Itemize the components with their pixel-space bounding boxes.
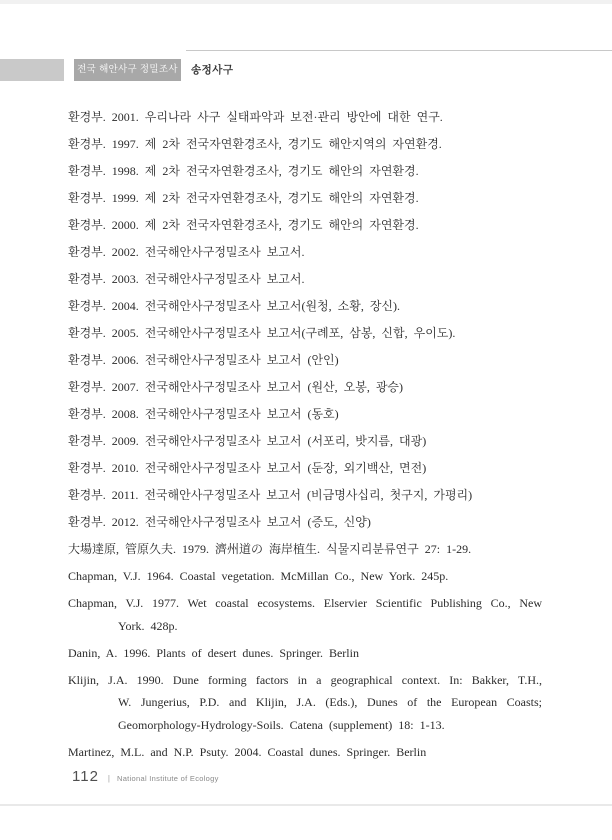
footer-separator: | — [107, 774, 110, 783]
reference-line: 大場達原, 管原久夫. 1979. 濟州道の 海岸植生. 식물지리분류연구 27: 1-29. — [68, 542, 472, 556]
reference-entry — [68, 106, 542, 129]
reference-line: Chapman, V.J. 1977. Wet coastal ecosystems. Elservier Scientific Publishing Co., New — [68, 596, 542, 610]
reference-entry — [68, 241, 542, 264]
reference-entry — [68, 511, 542, 534]
reference-entry — [68, 268, 542, 291]
reference-entry — [68, 214, 542, 237]
reference-line: 환경부. 2004. 전국해안사구정밀조사 보고서(원청, 소황, 장신). — [68, 299, 401, 313]
reference-line: 환경부. 2012. 전국해안사구정밀조사 보고서 (증도, 신양) — [68, 515, 371, 529]
reference-line: 환경부. 1999. 제 2차 전국자연환경조사, 경기도 해안의 자연환경. — [68, 191, 419, 205]
scan-edge-bottom — [0, 804, 612, 806]
reference-entry — [68, 349, 542, 372]
reference-entry — [68, 592, 542, 637]
reference-line: W. Jungerius, P.D. and Klijin, J.A. (Eds.), Dunes of the European Coasts; — [118, 695, 542, 709]
reference-line: Martinez, M.L. and N.P. Psuty. 2004. Coastal dunes. Springer. Berlin — [68, 744, 427, 759]
page-footer — [72, 768, 219, 788]
header-rule — [186, 50, 612, 51]
reference-line: 환경부. 2005. 전국해안사구정밀조사 보고서(구례포, 삼봉, 신합, 우이도). — [68, 326, 456, 340]
reference-entry — [68, 669, 542, 737]
reference-entry — [68, 322, 542, 345]
reference-entry — [68, 133, 542, 156]
reference-line: 환경부. 2006. 전국해안사구정밀조사 보고서 (안인) — [68, 353, 339, 367]
reference-line: Klijin, J.A. 1990. Dune forming factors in a geographical context. In: Bakker, T.H., — [68, 672, 542, 687]
reference-line: 환경부. 1998. 제 2차 전국자연환경조사, 경기도 해안의 자연환경. — [68, 164, 419, 178]
reference-line: 환경부. 2000. 제 2차 전국자연환경조사, 경기도 해안의 자연환경. — [68, 218, 419, 232]
reference-line: 환경부. 2008. 전국해안사구정밀조사 보고서 (동호) — [68, 407, 339, 421]
reference-line: 환경부. 1997. 제 2차 전국자연환경조사, 경기도 해안지역의 자연환경. — [68, 137, 442, 151]
reference-entry — [68, 642, 542, 665]
reference-list — [68, 106, 542, 763]
reference-line: Geomorphology-Hydrology-Soils. Catena (supplement) 18: 1-13. — [118, 717, 445, 732]
reference-entry — [68, 376, 542, 399]
reference-entry — [68, 484, 542, 507]
page-number: 112 — [72, 768, 99, 785]
section-title: 송정사구 — [191, 64, 234, 76]
reference-entry — [68, 295, 542, 318]
reference-entry — [68, 403, 542, 426]
reference-entry — [68, 741, 542, 764]
reference-entry — [68, 430, 542, 453]
reference-line: Chapman, V.J. 1964. Coastal vegetation. McMillan Co., New York. 245p. — [68, 569, 449, 583]
reference-line: 환경부. 2010. 전국해안사구정밀조사 보고서 (둔장, 외기백산, 면전) — [68, 461, 427, 475]
reference-entry — [68, 160, 542, 183]
institute-name: National Institute of Ecology — [117, 774, 219, 783]
reference-line: 환경부. 2003. 전국해안사구정밀조사 보고서. — [68, 272, 305, 286]
reference-line: 환경부. 2009. 전국해안사구정밀조사 보고서 (서포리, 밧지름, 대광) — [68, 434, 427, 448]
reference-entry — [68, 457, 542, 480]
reference-line: Danin, A. 1996. Plants of desert dunes. Springer. Berlin — [68, 645, 359, 660]
report-series-badge: 전국 해안사구 정밀조사 — [74, 59, 181, 81]
reference-line: 환경부. 2001. 우리나라 사구 실태파악과 보전·관리 방안에 대한 연구. — [68, 110, 443, 124]
reference-entry — [68, 538, 542, 561]
reference-entry — [68, 187, 542, 210]
reference-line: 환경부. 2007. 전국해안사구정밀조사 보고서 (원산, 오봉, 광승) — [68, 380, 404, 394]
reference-line: York. 428p. — [118, 618, 178, 633]
reference-line: 환경부. 2011. 전국해안사구정밀조사 보고서 (비금명사십리, 첫구지, 가평리) — [68, 488, 473, 502]
header-left-strip — [0, 59, 64, 81]
reference-entry — [68, 565, 542, 588]
scan-edge-top — [0, 0, 612, 4]
reference-line: 환경부. 2002. 전국해안사구정밀조사 보고서. — [68, 245, 305, 259]
